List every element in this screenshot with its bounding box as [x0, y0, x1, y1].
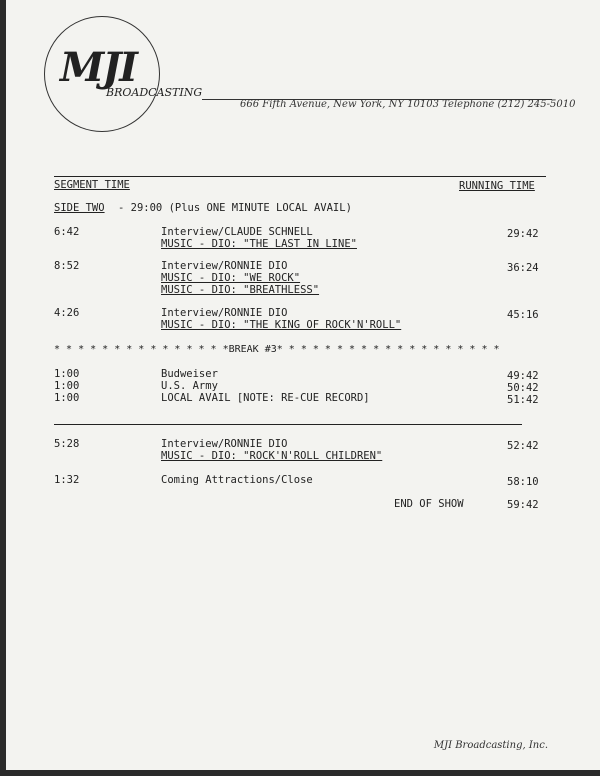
- col-header-running-time: RUNNING TIME: [459, 180, 535, 192]
- break-time: 1:00: [54, 392, 80, 404]
- segment-line: Interview/RONNIE DIO: [161, 307, 288, 319]
- segment-line: Coming Attractions/Close: [161, 474, 313, 486]
- col-header-segment-time: SEGMENT TIME: [54, 179, 130, 191]
- segment-time: 4:26: [54, 307, 80, 319]
- segment-music: MUSIC - DIO: "BREATHLESS": [161, 284, 320, 296]
- break-item: Budweiser: [161, 368, 218, 380]
- break-time: 1:00: [54, 368, 80, 380]
- logo-text: MJI: [60, 44, 136, 91]
- segment-running-time: 52:42: [507, 440, 539, 452]
- segment-music: MUSIC - DIO: "THE KING OF ROCK'N'ROLL": [161, 319, 402, 331]
- end-of-show-label: END OF SHOW: [394, 498, 464, 510]
- break-rule: [54, 424, 522, 425]
- segment-line: Interview/RONNIE DIO: [161, 260, 288, 272]
- break-running-time: 49:42: [507, 370, 539, 382]
- segment-line: Interview/CLAUDE SCHNELL: [161, 226, 313, 238]
- side-description: - 29:00 (Plus ONE MINUTE LOCAL AVAIL): [118, 202, 352, 214]
- rundown-page: [6, 0, 600, 770]
- segment-line: Interview/RONNIE DIO: [161, 438, 288, 450]
- segment-music: MUSIC - DIO: "ROCK'N'ROLL CHILDREN": [161, 450, 383, 462]
- break-item: U.S. Army: [161, 380, 218, 392]
- end-running-time: 59:42: [507, 499, 539, 511]
- break-running-time: 51:42: [507, 394, 539, 406]
- segment-time: 5:28: [54, 438, 80, 450]
- header-rule: [54, 176, 546, 177]
- break-line: * * * * * * * * * * * * * * *BREAK #3* * * * * * * * * * * * * * * * * * *: [54, 344, 500, 355]
- letterhead-address: 666 Fifth Avenue, New York, NY 10103 Telephone (212) 245-5010: [240, 99, 576, 110]
- segment-time: 1:32: [54, 474, 80, 486]
- break-item: LOCAL AVAIL [NOTE: RE-CUE RECORD]: [161, 392, 370, 404]
- segment-running-time: 36:24: [507, 262, 539, 274]
- side-label: SIDE TWO: [54, 202, 105, 214]
- segment-running-time: 29:42: [507, 228, 539, 240]
- segment-music: MUSIC - DIO: "THE LAST IN LINE": [161, 238, 357, 250]
- segment-running-time: 45:16: [507, 309, 539, 321]
- segment-music: MUSIC - DIO: "WE ROCK": [161, 272, 301, 284]
- segment-time: 8:52: [54, 260, 80, 272]
- segment-time: 6:42: [54, 226, 80, 238]
- break-running-time: 50:42: [507, 382, 539, 394]
- segment-running-time: 58:10: [507, 476, 539, 488]
- footer-company: MJI Broadcasting, Inc.: [433, 740, 548, 751]
- logo-subtitle: BROADCASTING: [106, 86, 203, 99]
- break-time: 1:00: [54, 380, 80, 392]
